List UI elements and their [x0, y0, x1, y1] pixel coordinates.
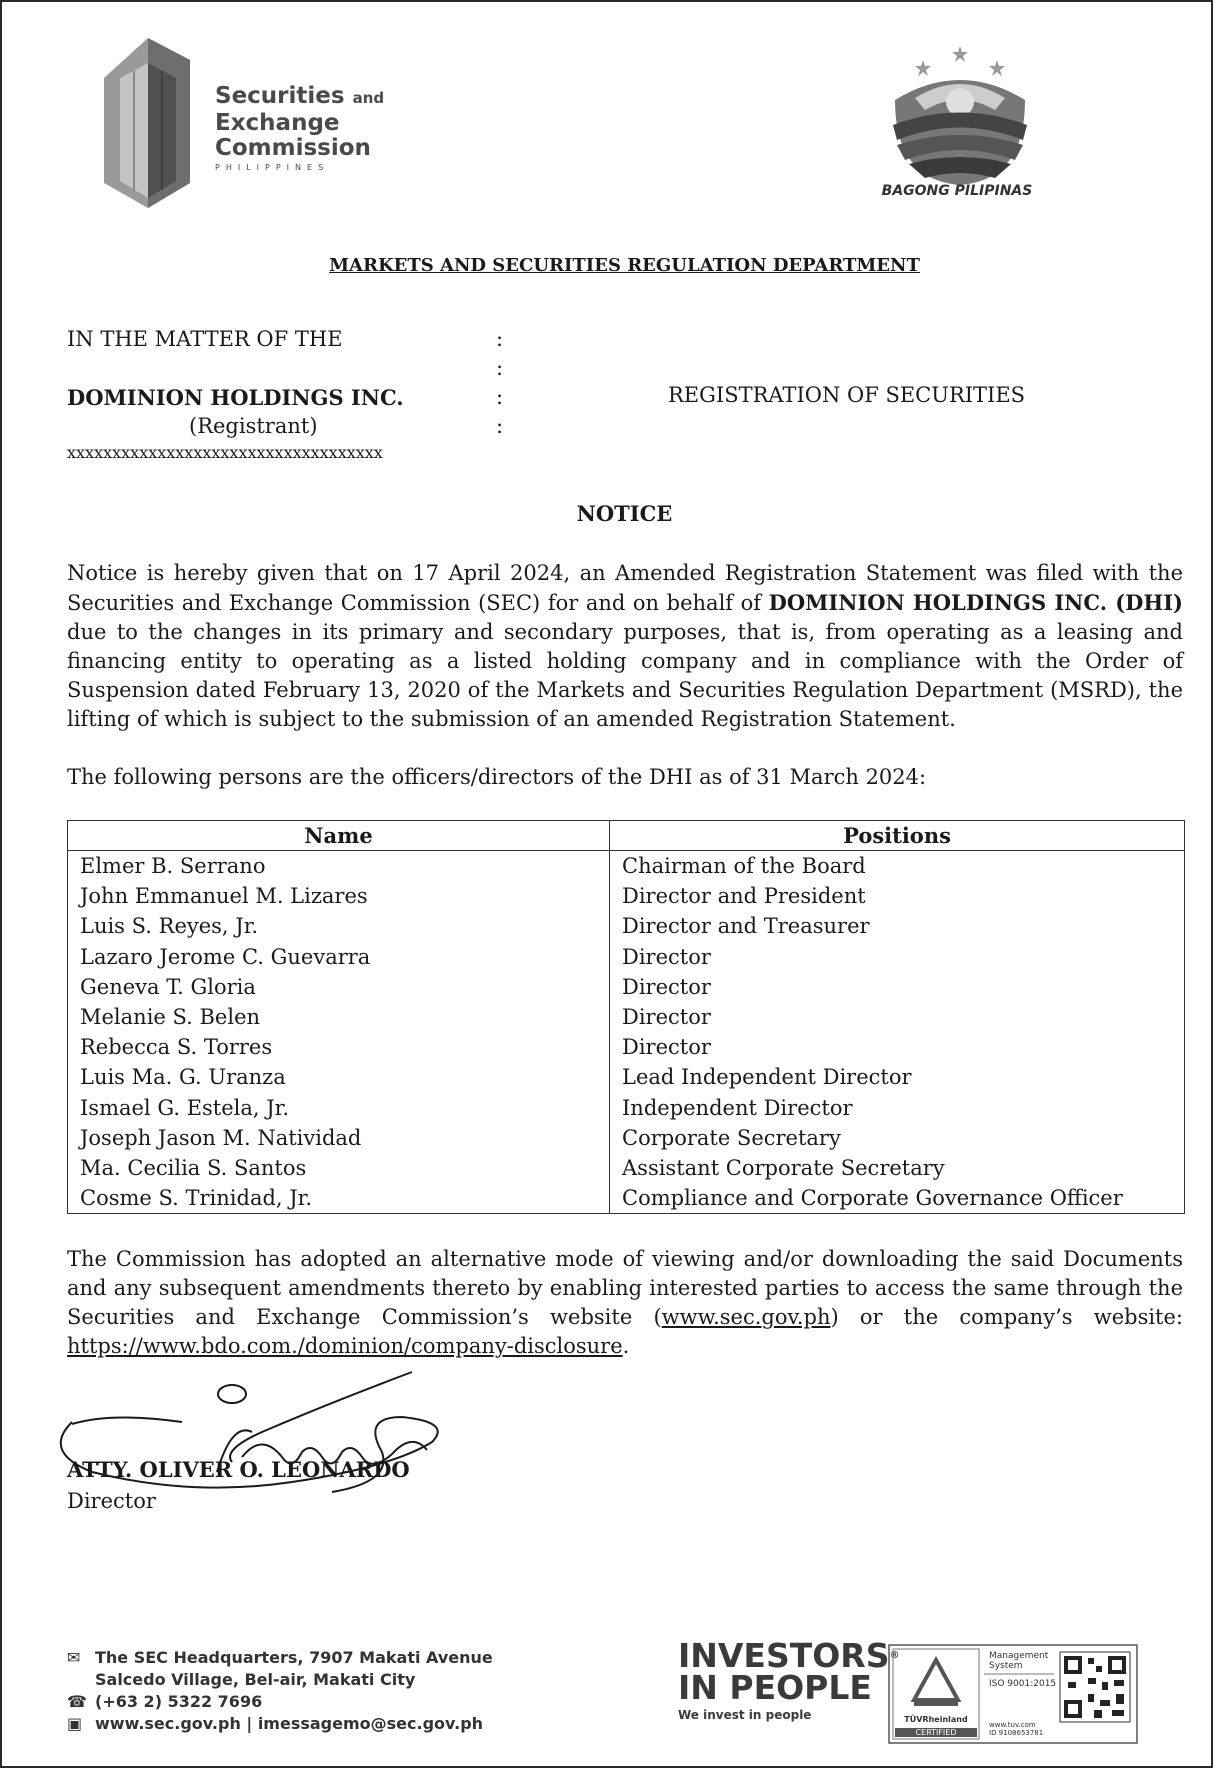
- officer-position: Director and Treasurer: [610, 911, 1185, 941]
- tuv-name: TÜVRheinland: [904, 1715, 968, 1724]
- officer-position: Director and President: [610, 881, 1185, 911]
- registrant-name: DOMINION HOLDINGS INC.: [67, 385, 404, 410]
- table-row: [68, 942, 1185, 972]
- table-row: [68, 1123, 1185, 1153]
- officer-name: Luis S. Reyes, Jr.: [68, 911, 610, 941]
- company-website-link[interactable]: https://www.bdo.com./dominion/company-disclosure: [67, 1334, 623, 1358]
- officer-position: Corporate Secretary: [610, 1123, 1185, 1153]
- officer-position: Chairman of the Board: [610, 851, 1185, 882]
- notice-paragraph-3: The Commission has adopted an alternative mode of viewing and/or downloading the said Documents and any subsequent amendments thereto by enabling interested parties to access the same through the Securities and Exchange Commission’s website (www.sec.gov.ph) or the company’s website: https://www.bdo.com./dominion/company-disclosure.: [67, 1247, 1184, 1358]
- investors-in-people-logo: INVESTORS® IN PEOPLE We invest in people: [678, 1636, 900, 1722]
- department-heading: MARKETS AND SECURITIES REGULATION DEPARTMENT: [329, 255, 920, 276]
- officer-name: Cosme S. Trinidad, Jr.: [68, 1183, 610, 1214]
- caption-separator: xxxxxxxxxxxxxxxxxxxxxxxxxxxxxxxxxxx: [67, 443, 383, 462]
- table-row: [68, 1062, 1185, 1092]
- officer-position: Director: [610, 972, 1185, 1002]
- footer-contact: [67, 1647, 493, 1735]
- table-row: [68, 972, 1185, 1002]
- officer-name: Joseph Jason M. Natividad: [68, 1123, 610, 1153]
- officer-position: Compliance and Corporate Governance Officer: [610, 1183, 1185, 1214]
- sec-logo-text: Securities and Exchange Commission PHILIPPINES: [215, 83, 385, 172]
- signatory-name: ATTY. OLIVER O. LEONARDO: [67, 1457, 410, 1482]
- officer-name: Ma. Cecilia S. Santos: [68, 1153, 610, 1183]
- table-row: [68, 851, 1185, 882]
- caption-colons: : : : :: [496, 327, 504, 438]
- bagong-pilipinas-label: BAGONG PILIPINAS: [881, 183, 1033, 199]
- officer-position: Lead Independent Director: [610, 1062, 1185, 1092]
- officer-position: Independent Director: [610, 1093, 1185, 1123]
- iso-standard: ISO 9001:2015: [989, 1679, 1057, 1689]
- mail-icon: ✉: [67, 1648, 81, 1667]
- web-icon: ▣: [67, 1714, 83, 1733]
- address-line-2: Salcedo Village, Bel-air, Makati City: [95, 1670, 416, 1689]
- tuv-id: www.tuv.com ID 9108653781: [989, 1721, 1044, 1737]
- web-email: www.sec.gov.ph | imessagemo@sec.gov.ph: [95, 1714, 484, 1733]
- phone-icon: ☎: [67, 1692, 87, 1711]
- table-header-row: [68, 821, 1185, 851]
- officer-position: Assistant Corporate Secretary: [610, 1153, 1185, 1183]
- officer-name: Melanie S. Belen: [68, 1002, 610, 1032]
- officer-name: Geneva T. Gloria: [68, 972, 610, 1002]
- notice-paragraph-2: The following persons are the officers/directors of the DHI as of 31 March 2024:: [67, 765, 927, 789]
- officer-name: John Emmanuel M. Lizares: [68, 881, 610, 911]
- tuv-certified-label: CERTIFIED: [895, 1728, 977, 1737]
- case-caption: [67, 325, 404, 441]
- table-row: [68, 1183, 1185, 1214]
- table-row: [68, 1093, 1185, 1123]
- officer-name: Rebecca S. Torres: [68, 1032, 610, 1062]
- officer-position: Director: [610, 1032, 1185, 1062]
- phone-number: (+63 2) 5322 7696: [95, 1692, 263, 1711]
- officer-name: Elmer B. Serrano: [68, 851, 610, 882]
- column-header-name: Name: [68, 821, 610, 851]
- officer-name: Ismael G. Estela, Jr.: [68, 1093, 610, 1123]
- table-row: [68, 1032, 1185, 1062]
- column-header-positions: Positions: [610, 821, 1185, 851]
- signatory-title: Director: [67, 1489, 156, 1513]
- notice-paragraph-1: Notice is hereby given that on 17 April 2024, an Amended Registration Statement was filed with the Securities and Exchange Commission (SEC) for and on behalf of DOMINION HOLDINGS INC. (DHI) due to the changes in its primary and secondary purposes, that is, from operating as a leasing and financing entity to operating as a listed holding company and in compliance with the Order of Suspension dated February 13, 2020 of the Markets and Securities Regulation Department (MSRD), the lifting of which is subject to the submission of an amended Registration Statement.: [67, 561, 1183, 731]
- caption-subject: REGISTRATION OF SECURITIES: [668, 383, 1026, 407]
- management-system-label: Management System: [989, 1651, 1049, 1671]
- registrant-label: (Registrant): [189, 414, 318, 438]
- bagong-pilipinas-logo-icon: [875, 40, 1045, 190]
- table-row: [68, 911, 1185, 941]
- officer-position: Director: [610, 942, 1185, 972]
- officers-table: [67, 820, 1185, 1214]
- officer-name: Luis Ma. G. Uranza: [68, 1062, 610, 1092]
- table-row: [68, 881, 1185, 911]
- officer-position: Director: [610, 1002, 1185, 1032]
- caption-line1: IN THE MATTER OF THE: [67, 327, 343, 351]
- address-line-1: The SEC Headquarters, 7907 Makati Avenue: [95, 1648, 493, 1667]
- officer-name: Lazaro Jerome C. Guevarra: [68, 942, 610, 972]
- table-row: [68, 1153, 1185, 1183]
- sec-website-link[interactable]: www.sec.gov.ph: [661, 1305, 831, 1329]
- table-row: [68, 1002, 1185, 1032]
- notice-title: NOTICE: [576, 501, 673, 526]
